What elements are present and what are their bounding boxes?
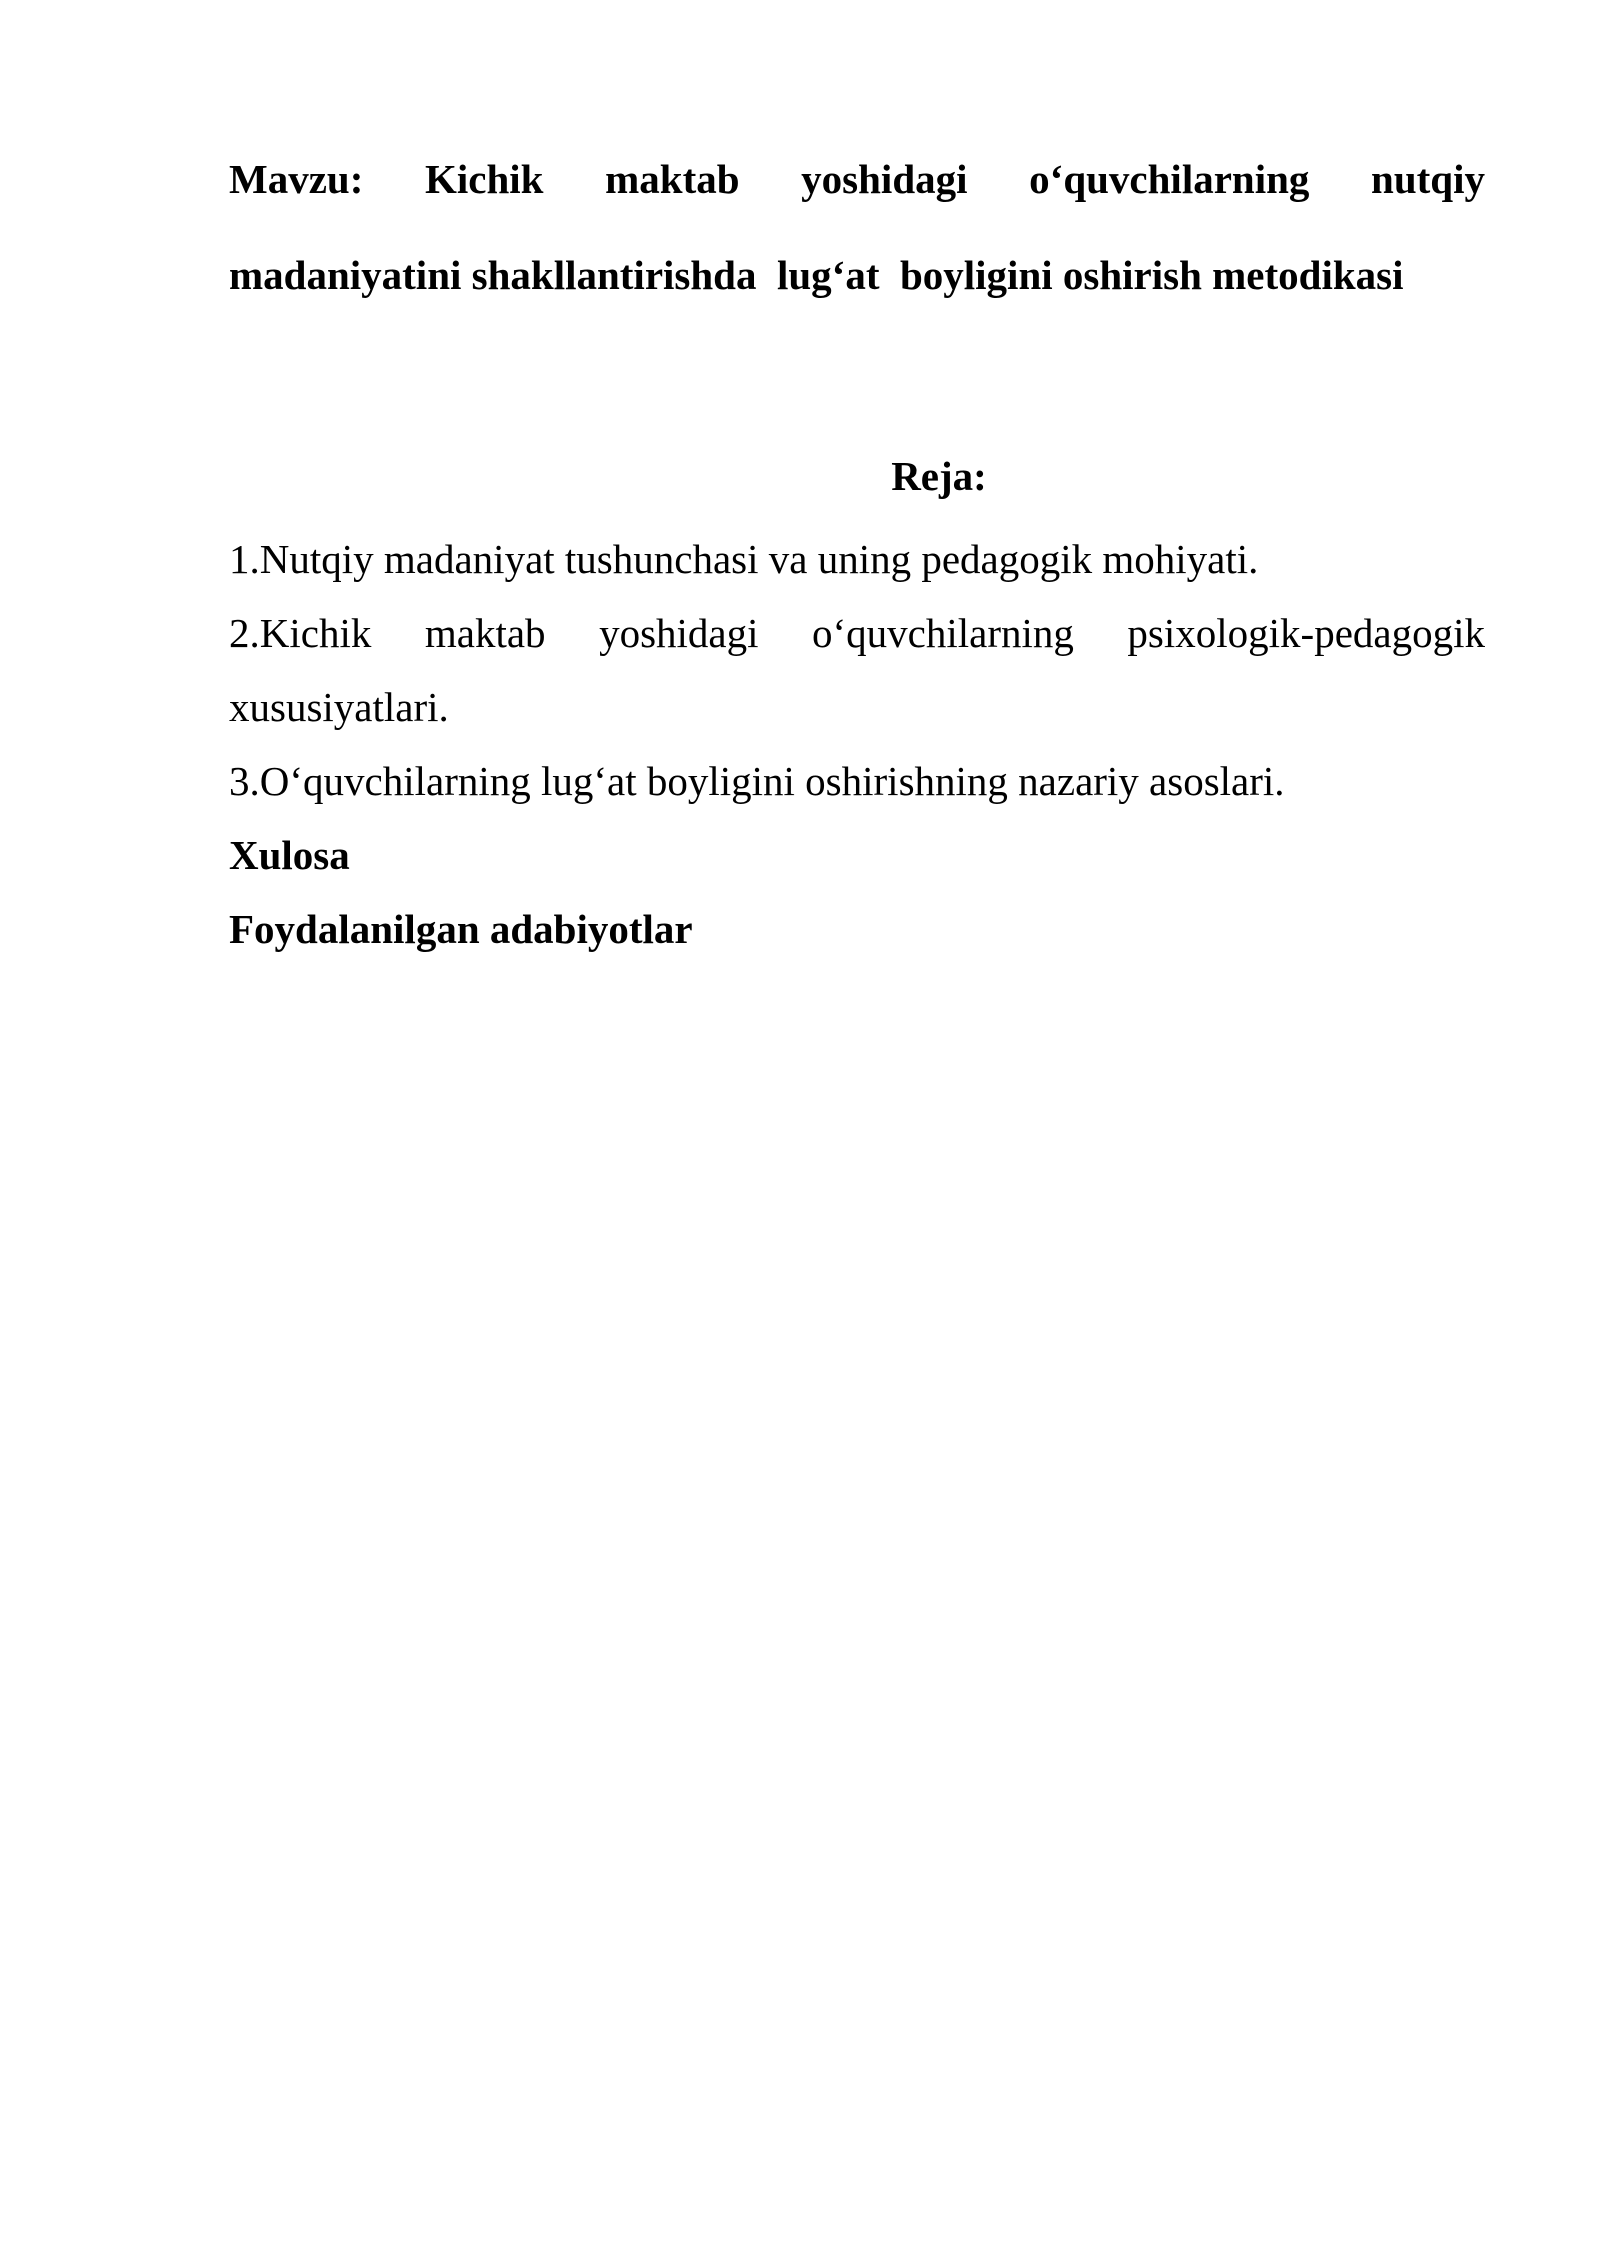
document-body [229,146,1485,952]
references-heading: Foydalanilgan adabiyotlar [229,906,693,952]
plan-list [229,522,1485,966]
topic-title-line-1: Mavzu: Kichik maktab yoshidagi o‘quvchilarning nutqiy [229,156,1485,202]
topic-title-line-2: madaniyatini shakllantirishda lug‘at boyligini oshirish metodikasi [229,252,1404,298]
plan-item-1: 1.Nutqiy madaniyat tushunchasi va uning pedagogik mohiyati. [229,536,1259,582]
plan-item-2-line-1: 2.Kichik maktab yoshidagi o‘quvchilarning psixologik-pedagogik [229,610,1485,656]
conclusion-heading: Xulosa [229,832,350,878]
plan-heading: Reja: [891,453,987,499]
plan-item-2-line-2: xususiyatlari. [229,684,449,730]
topic-title [229,146,1485,308]
plan-item-3: 3.O‘quvchilarning lug‘at boyligini oshirishning nazariy asoslari. [229,758,1285,804]
plan-item-2 [229,596,1485,744]
